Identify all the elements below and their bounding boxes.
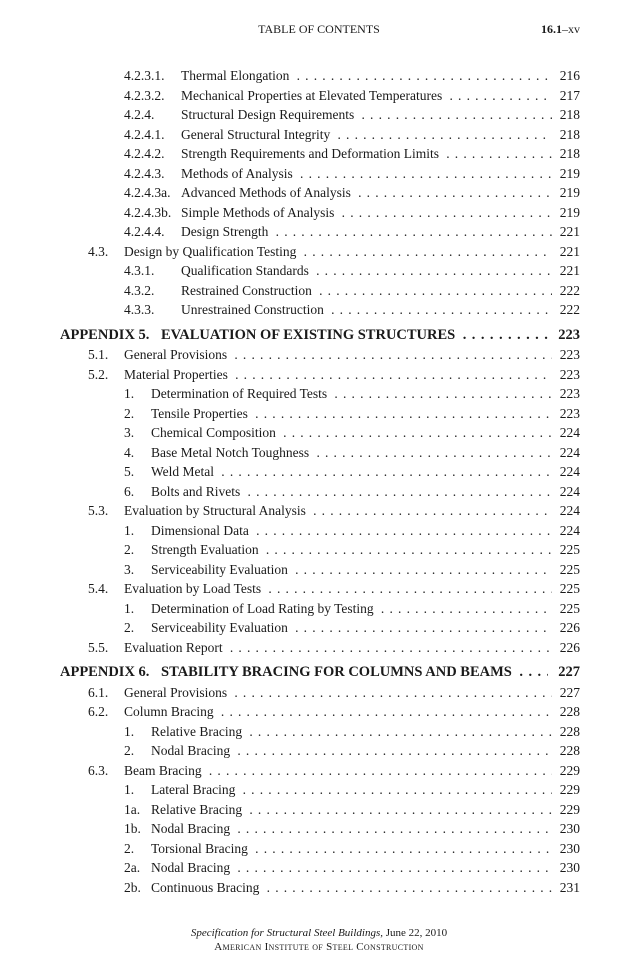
toc-entry[interactable] [0,482,638,502]
toc-page-number: 225 [559,542,580,557]
toc-entry-title [151,462,552,482]
page-footer [0,926,638,954]
toc-entry-title [151,722,552,742]
toc-entry-title [151,618,552,638]
toc-page-number: 230 [559,821,580,836]
toc-entry-title-text: Serviceability Evaluation [151,562,291,577]
toc-entry-title-text: Strength Evaluation [151,542,262,557]
toc-entry[interactable] [0,203,638,223]
toc-page-number: 224 [559,503,580,518]
toc-page-number: 228 [559,723,580,739]
toc-entry[interactable] [0,638,638,658]
toc-entry-title-text: Methods of Analysis [181,166,296,181]
toc-entry-title [181,300,552,320]
toc-entry-title [181,144,552,164]
toc-entry-title [124,242,552,262]
toc-entry-number: 4.2.4.2. [124,146,165,161]
toc-entry-number: 4.2.4.4. [124,224,165,239]
toc-entry-title-text: Simple Methods of Analysis [181,205,337,220]
toc-entry-title [151,839,552,859]
toc-entry-number: 4.2.4.3a. [124,185,171,200]
toc-entry[interactable] [0,878,638,898]
toc-page-number: 216 [559,68,580,83]
toc-entry[interactable] [0,404,638,424]
toc-appendix-heading[interactable] [0,326,638,346]
toc-entry-title-text: Torsional Bracing [151,841,251,856]
toc-entry-title [124,579,552,599]
toc-entry[interactable] [0,521,638,541]
toc-page-number: 221 [559,224,580,239]
toc-entry-title [151,521,552,541]
toc-entry-number: 4.2.4.3. [124,165,165,181]
toc-page-number: 228 [559,704,580,719]
toc-entry-number: 4.3.1. [124,263,155,278]
toc-entry-number: 5.1. [88,347,109,362]
toc-entry-title-text: Design by Qualification Testing [124,244,299,259]
toc-page-number: 219 [559,204,580,220]
footer-line-1 [0,926,638,940]
toc-entry-number: 4.3.2. [124,282,155,298]
toc-entry-title-text: Strength Requirements and Deformation Limits [181,146,442,161]
footer-spec-title: Specification for Structural Steel Buildings, [190,927,383,939]
toc-entry-number: APPENDIX 6. [60,664,150,680]
toc-entry-title-text: Mechanical Properties at Elevated Temperatures [181,88,445,103]
toc-entry[interactable] [0,819,638,839]
toc-entry-number: 1b. [124,821,141,836]
toc-entry-number: 2. [124,743,135,758]
toc-entry-title [181,125,552,145]
toc-entry-title-text: Weld Metal [151,464,217,479]
toc-entry[interactable] [0,780,638,800]
toc-entry-number: 2. [124,840,135,856]
toc-entry-title [151,384,552,404]
toc-entry[interactable] [0,501,638,521]
toc-entry-title [181,261,552,281]
toc-entry[interactable] [0,300,638,320]
toc-page-number: 223 [559,347,580,362]
toc-entry-title-text: Chemical Composition [151,425,279,440]
toc-page-number: 222 [559,282,580,298]
toc-page-number: 229 [559,801,580,817]
toc-entry-title-text: Material Properties [124,367,231,382]
toc-page-number: 218 [559,107,580,122]
toc-page-number: 230 [559,840,580,856]
toc-page-number: 225 [559,581,580,596]
toc-page-number: 225 [559,561,580,577]
toc-entry-title [124,365,552,385]
toc-entry-number: 6.1. [88,684,109,700]
toc-entry[interactable] [0,384,638,404]
toc-entry-title [181,203,552,223]
toc-entry-title [151,599,552,619]
toc-page-number: 231 [559,879,580,895]
toc-entry-number: 1a. [124,801,141,817]
toc-entry-title [161,663,548,683]
toc-entry[interactable] [0,105,638,125]
toc-entry-title-text: Serviceability Evaluation [151,620,291,635]
toc-entry-number: 4. [124,444,135,460]
toc-entry-title [181,164,552,184]
toc-entry-number: 4.2.4. [124,107,155,122]
toc-entry-title-text: Evaluation by Structural Analysis [124,503,309,518]
toc-page-number: 224 [559,425,580,440]
toc-entry-number: 5. [124,464,135,479]
toc-page-number: 217 [559,87,580,103]
toc-entry-number: 2a. [124,860,141,875]
toc-entry-number: APPENDIX 5. [60,326,150,343]
toc-entry-number: 5.4. [88,581,109,596]
toc-entry[interactable] [0,183,638,203]
toc-page-number: 228 [559,743,580,758]
toc-page-number: 221 [559,243,580,259]
toc-entry-number: 2b. [124,879,141,895]
header-page-roman: –xv [562,22,580,36]
toc-entry-title-text: Continuous Bracing [151,880,262,895]
toc-entry-number: 5.2. [88,366,109,382]
toc-entry-title-text: Determination of Load Rating by Testing [151,601,377,616]
toc-page-number: 229 [559,762,580,778]
toc-entry-number: 2. [124,620,135,635]
toc-entry[interactable] [0,144,638,164]
toc-entry-title-text: Advanced Methods of Analysis [181,185,354,200]
toc-entry-number: 1. [124,723,135,739]
header-title: TABLE OF CONTENTS [258,22,380,36]
toc-entry-title-text: Beam Bracing [124,763,205,778]
toc-appendix-heading[interactable] [0,663,638,683]
toc-entry-title [151,560,552,580]
toc-entry[interactable] [0,618,638,638]
toc-entry-title-text: Restrained Construction [181,283,315,298]
toc-entry-title [124,702,552,722]
toc-page-number: 219 [559,165,580,181]
toc-entry-title [151,540,552,560]
toc-entry-number: 4.2.3.2. [124,87,165,103]
toc-entry-title-text: Design Strength [181,224,271,239]
toc-entry-title-text: Relative Bracing [151,724,245,739]
toc-entry-title-text: Bolts and Rivets [151,484,243,499]
toc-entry-title-text: Lateral Bracing [151,782,238,797]
toc-entry-number: 1. [124,600,135,616]
toc-entry-number: 4.2.4.3b. [124,204,172,220]
toc-entry-number: 6.2. [88,704,109,719]
toc-entry[interactable] [0,443,638,463]
toc-entry-title-text: Nodal Bracing [151,821,233,836]
toc-entry[interactable] [0,164,638,184]
toc-entry-title [151,800,552,820]
toc-page-number: 225 [559,600,580,616]
toc-entry[interactable] [0,345,638,365]
toc-page-number: 221 [559,263,580,278]
toc-page-number: 219 [559,185,580,200]
toc-entry-title [151,482,552,502]
toc-entry[interactable] [0,66,638,86]
toc-entry[interactable] [0,599,638,619]
toc-entry-title [151,878,552,898]
toc-page-number: 218 [559,146,580,161]
toc-entry-title [181,105,552,125]
header-page-number [541,22,580,37]
toc-page-number: 224 [559,464,580,479]
toc-entry[interactable] [0,858,638,878]
toc-entry-title-text: STABILITY BRACING FOR COLUMNS AND BEAMS [161,664,515,680]
toc-entry-title [151,819,552,839]
footer-publisher: American Institute of Steel Construction [214,941,424,953]
toc-entry[interactable] [0,800,638,820]
toc-entry-title-text: Determination of Required Tests [151,386,330,401]
toc-entry-number: 5.5. [88,639,109,655]
toc-entry-title [181,66,552,86]
toc-entry-number: 2. [124,405,135,421]
toc-entry-title-text: General Provisions [124,685,230,700]
running-header [0,22,638,42]
toc-page-number: 230 [559,860,580,875]
toc-entry-title-text: Column Bracing [124,704,217,719]
toc-entry-number: 5.3. [88,503,109,518]
footer-date: June 22, 2010 [383,927,448,939]
toc-page-number: 222 [559,302,580,317]
toc-entry[interactable] [0,702,638,722]
toc-entry-title [124,345,552,365]
toc-page-number: 224 [559,483,580,499]
toc-entry-number: 4.3.3. [124,302,155,317]
toc-entry[interactable] [0,86,638,106]
header-page-section: 16.1 [541,22,562,36]
toc-page-number: 224 [559,522,580,538]
toc-entry[interactable] [0,579,638,599]
toc-entry-title-text: General Structural Integrity [181,127,333,142]
toc-entry[interactable] [0,423,638,443]
toc-page-number: 223 [558,326,580,343]
toc-page-number: 229 [559,782,580,797]
toc-page-number: 223 [559,386,580,401]
toc-entry[interactable] [0,242,638,262]
toc-entry-title [151,858,552,878]
toc-entry[interactable] [0,761,638,781]
toc-entry[interactable] [0,683,638,703]
toc-page-number: 223 [559,405,580,421]
toc-entry[interactable] [0,722,638,742]
toc-entry-title-text: Evaluation by Load Tests [124,581,264,596]
toc-entry-title-text: General Provisions [124,347,230,362]
toc-entry-number: 4.2.4.1. [124,126,165,142]
toc-page-number: 218 [559,126,580,142]
toc-entry-title [181,281,552,301]
toc-entry[interactable] [0,560,638,580]
toc-entry-title [124,501,552,521]
toc-entry-title [124,638,552,658]
toc-entry[interactable] [0,540,638,560]
toc-page-number: 227 [559,684,580,700]
toc-entry-title [161,326,548,346]
toc-entry-number: 1. [124,522,135,538]
toc-entry-title [151,443,552,463]
toc-entry-title [181,222,552,242]
toc-entry-title-text: Relative Bracing [151,802,245,817]
toc-entry-title [181,86,552,106]
toc-page-number: 223 [559,366,580,382]
toc-entry-title-text: Dimensional Data [151,523,252,538]
toc-entry[interactable] [0,741,638,761]
toc-entry-title-text: Evaluation Report [124,640,226,655]
toc-entry-title-text: EVALUATION OF EXISTING STRUCTURES [161,327,458,343]
toc-entry-title [181,183,552,203]
toc-entry-number: 6.3. [88,762,109,778]
toc-entry-number: 4.3. [88,243,109,259]
toc-entry[interactable] [0,281,638,301]
toc-entry-title-text: Thermal Elongation [181,68,292,83]
toc-entry-title-text: Tensile Properties [151,406,251,421]
toc-entry-number: 3. [124,425,135,440]
toc-entry-title-text: Nodal Bracing [151,743,233,758]
toc-entry[interactable] [0,365,638,385]
toc-entry-title-text: Unrestrained Construction [181,302,327,317]
toc-entry-number: 4.2.3.1. [124,68,165,83]
toc-entry-title [151,780,552,800]
toc-entry-title [151,741,552,761]
toc-entry[interactable] [0,222,638,242]
toc-entry[interactable] [0,462,638,482]
toc-entry-title-text: Qualification Standards [181,263,312,278]
toc-entry-title-text: Nodal Bracing [151,860,233,875]
toc-page-number: 227 [558,664,580,680]
toc-entry-number: 1. [124,782,135,797]
toc-entry[interactable] [0,125,638,145]
toc-page-number: 226 [559,620,580,635]
toc-entry[interactable] [0,261,638,281]
toc-entry-title [151,423,552,443]
toc-entry-number: 1. [124,386,135,401]
toc-entry-number: 2. [124,542,135,557]
toc-page-number: 224 [559,444,580,460]
toc-entry-title-text: Structural Design Requirements [181,107,357,122]
toc-entry-title [124,761,552,781]
toc-page-number: 226 [559,639,580,655]
toc-entry-number: 6. [124,483,135,499]
toc-entry-number: 3. [124,561,135,577]
toc-entry-title-text: Base Metal Notch Toughness [151,445,312,460]
toc-entry-title [151,404,552,424]
toc-entry[interactable] [0,839,638,859]
toc-entry-title [124,683,552,703]
